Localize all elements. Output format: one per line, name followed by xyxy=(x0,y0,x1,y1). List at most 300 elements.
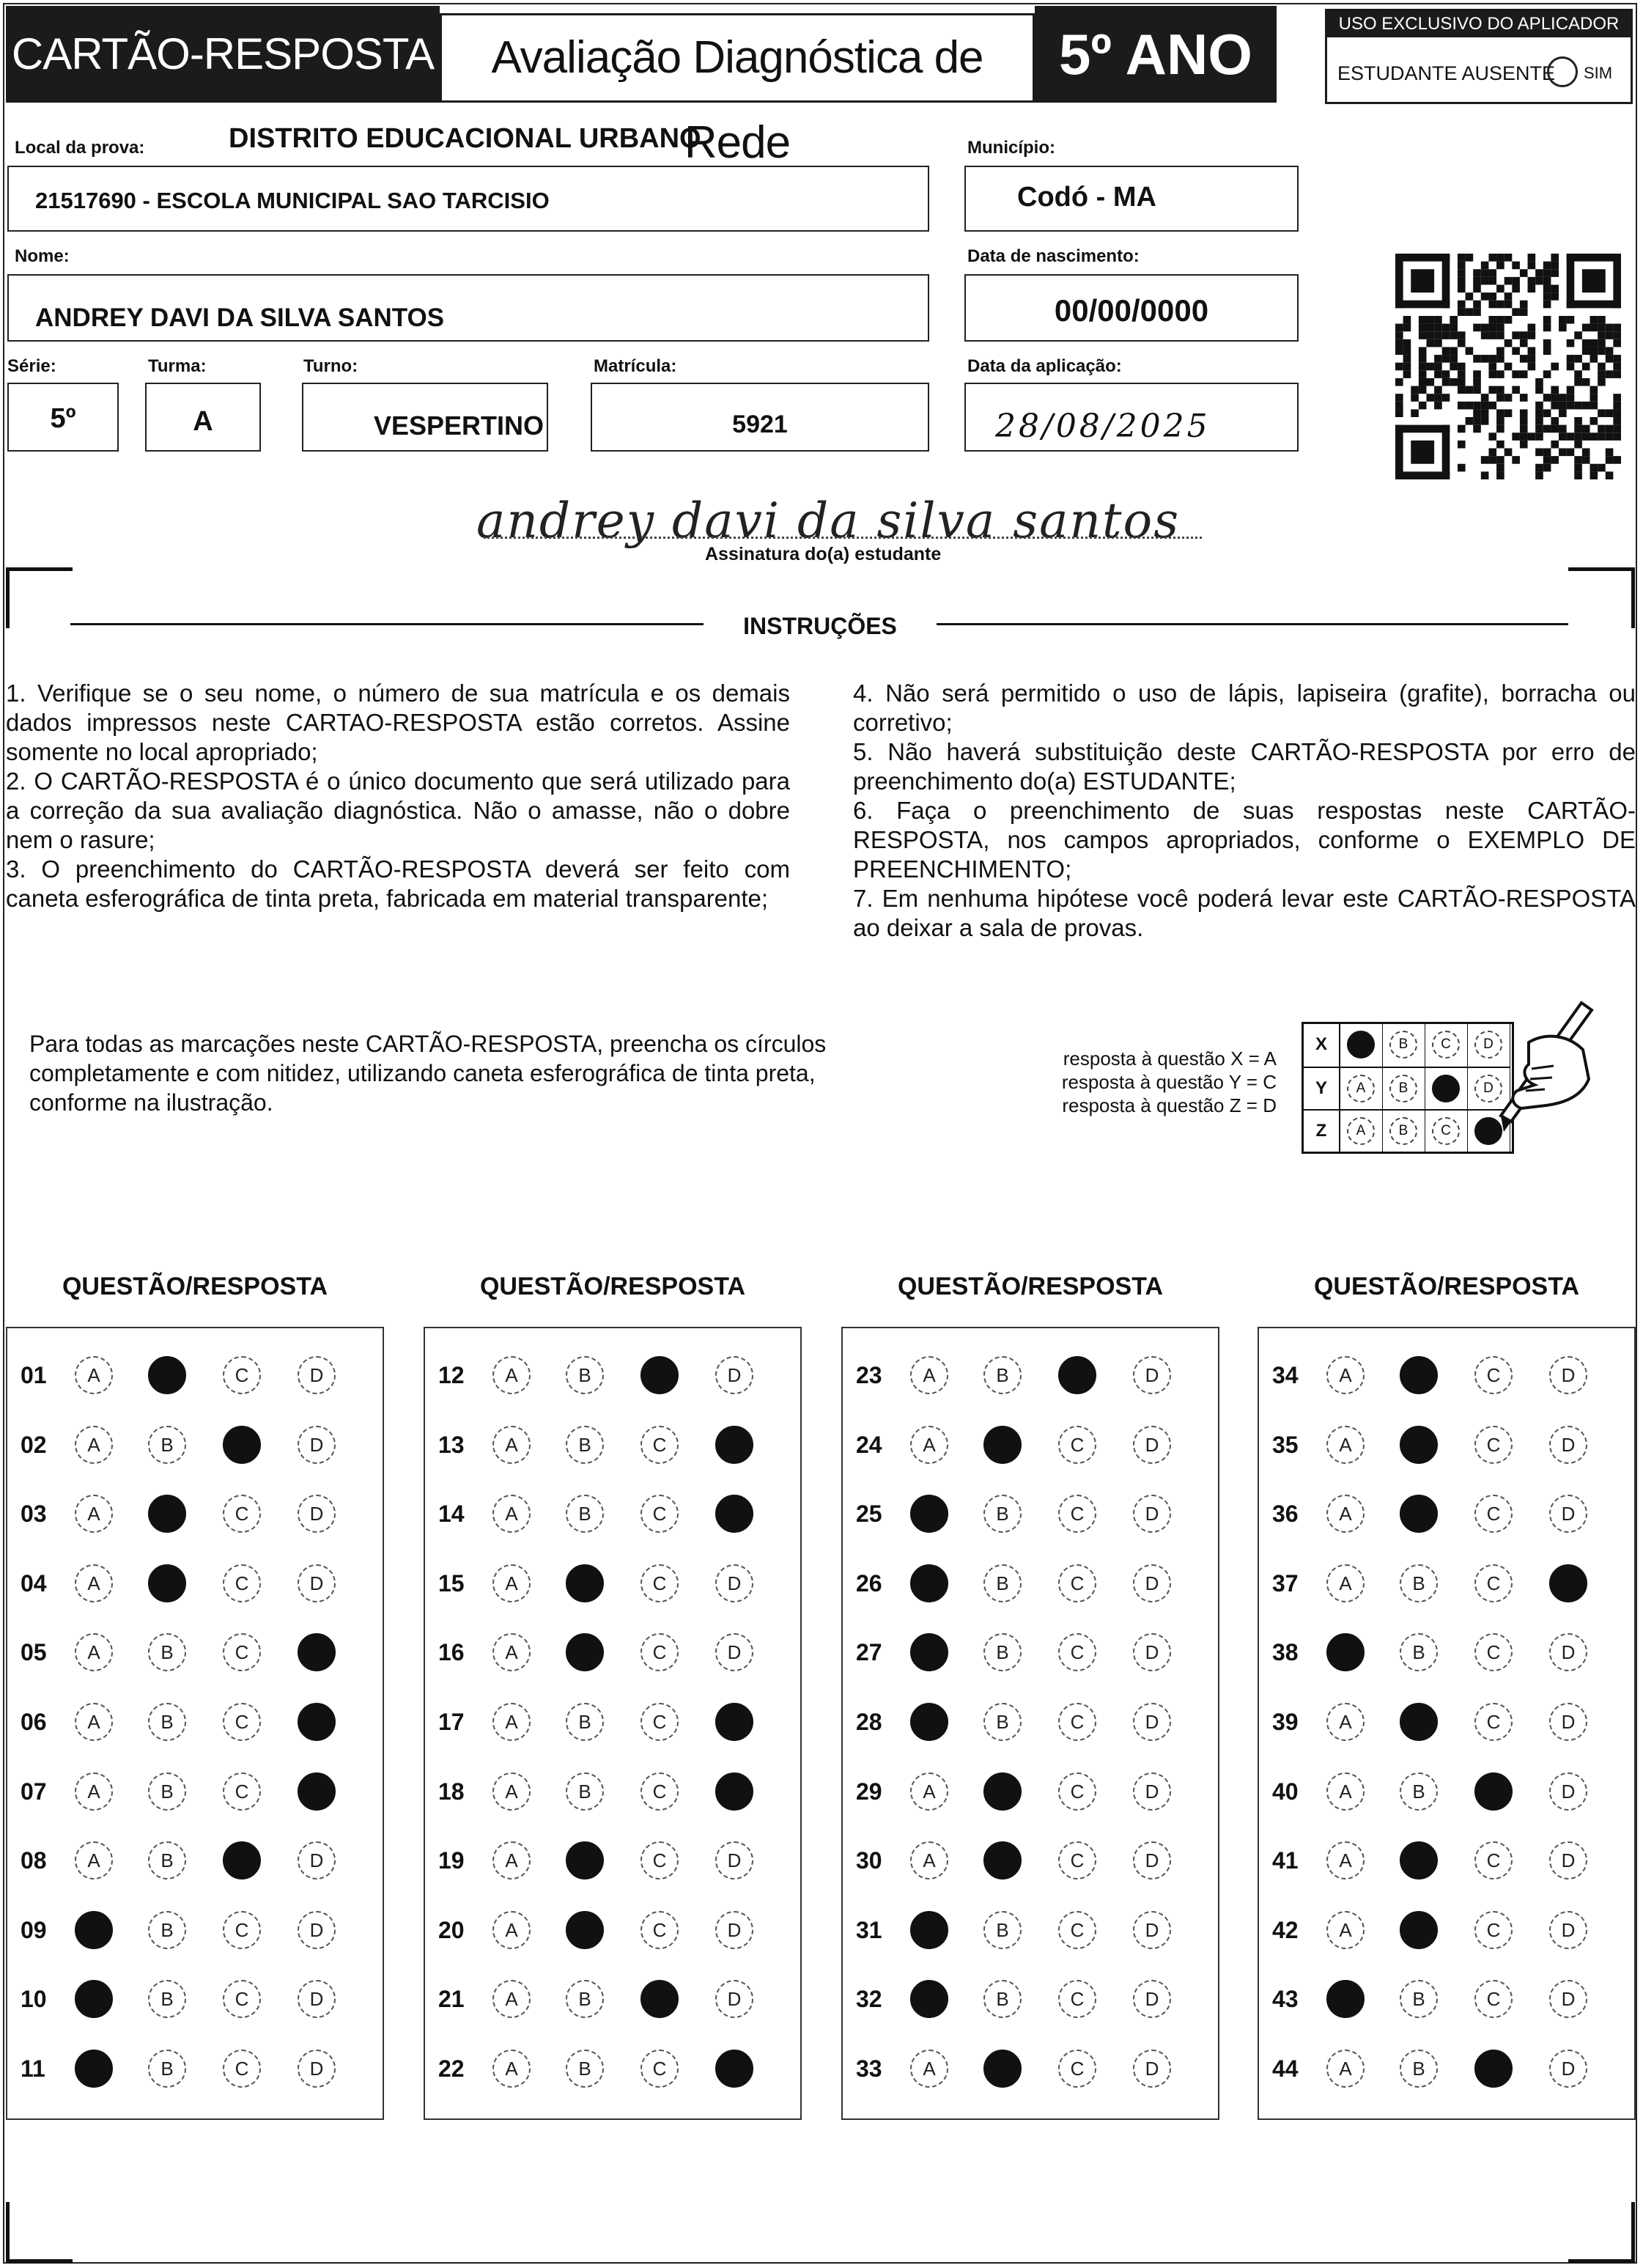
matricula-field xyxy=(591,383,929,452)
answer-bubble-c[interactable]: C xyxy=(1058,1980,1096,2018)
answer-bubble-c[interactable]: C xyxy=(1058,1495,1096,1533)
example-bubble-b: B xyxy=(1389,1117,1417,1145)
absent-checkbox[interactable] xyxy=(1547,56,1578,87)
question-number: 02 xyxy=(21,1432,47,1458)
question-number: 41 xyxy=(1272,1847,1299,1874)
example-bubble-b: B xyxy=(1389,1075,1417,1102)
matricula-value: 5921 xyxy=(732,410,788,438)
answer-bubble-a[interactable]: A xyxy=(1326,1426,1365,1464)
answer-bubble-c[interactable]: C xyxy=(640,1841,679,1879)
serie-field xyxy=(7,383,119,452)
question-number: 13 xyxy=(438,1432,465,1458)
answer-bubble-d[interactable]: D xyxy=(1549,1841,1587,1879)
answer-bubble-a[interactable] xyxy=(75,1911,113,1949)
aplicacao-label: Data da aplicação: xyxy=(967,356,1122,376)
answer-bubble-c[interactable]: C xyxy=(640,1564,679,1602)
answer-bubble-d[interactable] xyxy=(1549,1564,1587,1602)
answer-bubble-c[interactable]: C xyxy=(640,1703,679,1741)
answer-bubble-d[interactable] xyxy=(715,2050,753,2088)
answer-bubble-a[interactable]: A xyxy=(1326,1564,1365,1602)
answer-bubble-c[interactable]: C xyxy=(223,1911,261,1949)
question-number: 39 xyxy=(1272,1709,1299,1735)
answer-bubble-c[interactable]: C xyxy=(223,2050,261,2088)
answer-bubble-b[interactable] xyxy=(148,1495,186,1533)
question-number: 01 xyxy=(21,1362,47,1388)
answer-bubble-a[interactable]: A xyxy=(75,1495,113,1533)
question-number: 43 xyxy=(1272,1986,1299,2012)
answer-bubble-d[interactable]: D xyxy=(1133,1426,1171,1464)
answer-bubble-a[interactable]: A xyxy=(910,1772,948,1811)
answer-bubble-c[interactable] xyxy=(640,1356,679,1394)
answer-bubble-a[interactable]: A xyxy=(1326,1772,1365,1811)
answer-bubble-b[interactable]: B xyxy=(983,1703,1022,1741)
instruction-2: 2. O CARTÃO-RESPOSTA é o único documento que será utilizado para a correção da sua avaliação diagnóstica. Não o amasse, não o dobre nem o rasure; xyxy=(6,767,790,853)
answer-bubble-d[interactable]: D xyxy=(1133,1841,1171,1879)
answer-bubble-a[interactable] xyxy=(910,1495,948,1533)
question-number: 11 xyxy=(21,2055,45,2082)
answer-bubble-a[interactable]: A xyxy=(492,1980,531,2018)
question-number: 18 xyxy=(438,1778,465,1805)
answer-bubble-b[interactable]: B xyxy=(1400,1633,1438,1671)
example-cell xyxy=(1340,1109,1383,1152)
answer-bubble-d[interactable]: D xyxy=(1133,1911,1171,1949)
answer-bubble-c[interactable] xyxy=(223,1426,261,1464)
answer-bubble-b[interactable]: B xyxy=(566,2050,604,2088)
instruction-7: 7. Em nenhuma hipótese você poderá levar este CARTÃO-RESPOSTA ao deixar a sala de provas. xyxy=(853,885,1636,941)
municipio-field xyxy=(964,166,1299,232)
answer-bubble-c[interactable]: C xyxy=(1058,1911,1096,1949)
answer-bubble-b[interactable]: B xyxy=(1400,1564,1438,1602)
question-number: 32 xyxy=(856,1986,882,2012)
answer-bubble-a[interactable]: A xyxy=(75,1772,113,1811)
applicator-title: USO EXCLUSIVO DO APLICADOR xyxy=(1327,11,1631,37)
answer-bubble-d[interactable]: D xyxy=(1549,1772,1587,1811)
question-number: 04 xyxy=(21,1570,47,1597)
corner-mark-top-right xyxy=(1568,567,1635,628)
answer-bubble-a[interactable]: A xyxy=(1326,2050,1365,2088)
column-header: QUESTÃO/RESPOSTA xyxy=(1313,1273,1580,1300)
answer-bubble-b[interactable]: B xyxy=(566,1426,604,1464)
signature-label: Assinatura do(a) estudante xyxy=(705,544,942,564)
answer-bubble-c[interactable]: C xyxy=(223,1980,261,2018)
pen-hand-icon xyxy=(1458,998,1605,1145)
question-number: 12 xyxy=(438,1362,465,1388)
answer-bubble-d[interactable]: D xyxy=(715,1980,753,2018)
answer-bubble-a[interactable]: A xyxy=(1326,1911,1365,1949)
answer-bubble-a[interactable]: A xyxy=(492,1426,531,1464)
answer-bubble-d[interactable]: D xyxy=(298,1426,336,1464)
card-title: CARTÃO-RESPOSTA xyxy=(6,6,440,103)
answer-bubble-b[interactable]: B xyxy=(566,1703,604,1741)
example-legend xyxy=(953,1047,1277,1117)
question-number: 31 xyxy=(856,1917,882,1943)
nome-field xyxy=(7,274,929,342)
example-bubble-d: D xyxy=(1474,1075,1502,1102)
example-legend-z: resposta à questão Z = D xyxy=(1062,1094,1277,1116)
answer-bubble-b[interactable] xyxy=(148,1564,186,1602)
answer-bubble-c[interactable]: C xyxy=(640,1495,679,1533)
answer-bubble-d[interactable]: D xyxy=(1549,2050,1587,2088)
instruction-5: 5. Não haverá substituição deste CARTÃO-RESPOSTA por erro de preenchimento do(a) ESTUDANTE; xyxy=(853,738,1636,795)
answer-bubble-c[interactable]: C xyxy=(1474,1495,1513,1533)
question-number: 03 xyxy=(21,1501,47,1527)
turma-label: Turma: xyxy=(148,356,207,376)
example-bubble-b: B xyxy=(1389,1031,1417,1058)
answer-bubble-d[interactable]: D xyxy=(298,1564,336,1602)
answer-bubble-a[interactable] xyxy=(910,1980,948,2018)
answer-bubble-b[interactable] xyxy=(983,1772,1022,1811)
answer-bubble-c[interactable] xyxy=(1474,2050,1513,2088)
answer-bubble-a[interactable]: A xyxy=(1326,1356,1365,1394)
answer-bubble-c[interactable]: C xyxy=(1058,1772,1096,1811)
question-number: 14 xyxy=(438,1501,465,1527)
answer-bubble-d[interactable]: D xyxy=(1133,1633,1171,1671)
answer-bubble-b[interactable]: B xyxy=(983,1495,1022,1533)
column-header: QUESTÃO/RESPOSTA xyxy=(479,1273,746,1300)
answer-bubble-d[interactable] xyxy=(298,1772,336,1811)
question-number: 20 xyxy=(438,1917,465,1943)
answer-bubble-d[interactable]: D xyxy=(715,1356,753,1394)
evaluation-title: Avaliação Diagnóstica de Rede xyxy=(440,13,1035,103)
column-header: QUESTÃO/RESPOSTA xyxy=(62,1273,328,1300)
answer-bubble-a[interactable] xyxy=(910,1564,948,1602)
answer-bubble-a[interactable]: A xyxy=(492,2050,531,2088)
question-number: 25 xyxy=(856,1501,882,1527)
answer-bubble-a[interactable]: A xyxy=(75,1356,113,1394)
answer-bubble-a[interactable] xyxy=(1326,1980,1365,2018)
column-header: QUESTÃO/RESPOSTA xyxy=(897,1273,1164,1300)
answer-bubble-d[interactable]: D xyxy=(1133,2050,1171,2088)
answer-bubble-c[interactable]: C xyxy=(1058,1633,1096,1671)
answer-bubble-c[interactable]: C xyxy=(1058,1564,1096,1602)
answer-bubble-d[interactable]: D xyxy=(1549,1356,1587,1394)
example-bubble-c xyxy=(1432,1075,1460,1102)
answer-bubble-d[interactable]: D xyxy=(298,1841,336,1879)
applicator-box xyxy=(1325,9,1633,104)
answer-bubble-b[interactable]: B xyxy=(1400,1772,1438,1811)
serie-label: Série: xyxy=(7,356,56,376)
question-number: 15 xyxy=(438,1570,465,1597)
answer-bubble-a[interactable]: A xyxy=(75,1703,113,1741)
answer-bubble-b[interactable]: B xyxy=(566,1772,604,1811)
question-number: 17 xyxy=(438,1709,465,1735)
answer-bubble-b[interactable] xyxy=(983,2050,1022,2088)
answer-bubble-c[interactable] xyxy=(1058,1356,1096,1394)
example-row-label: Y xyxy=(1304,1067,1340,1109)
answer-bubble-b[interactable]: B xyxy=(148,1633,186,1671)
answer-bubble-a[interactable]: A xyxy=(75,1564,113,1602)
question-number: 10 xyxy=(21,1986,47,2012)
instructions-left xyxy=(6,679,790,913)
answer-bubble-c[interactable]: C xyxy=(640,1911,679,1949)
answer-bubble-d[interactable] xyxy=(715,1772,753,1811)
answer-bubble-d[interactable]: D xyxy=(715,1841,753,1879)
answer-bubble-c[interactable]: C xyxy=(1474,1356,1513,1394)
instructions-rule-left xyxy=(70,623,704,625)
answer-bubble-b[interactable]: B xyxy=(148,1703,186,1741)
answer-bubble-d[interactable] xyxy=(298,1633,336,1671)
answer-bubble-b[interactable]: B xyxy=(983,1564,1022,1602)
answer-bubble-c[interactable]: C xyxy=(1058,1703,1096,1741)
absent-label: ESTUDANTE AUSENTE xyxy=(1337,62,1556,84)
answer-bubble-c[interactable]: C xyxy=(223,1772,261,1811)
answer-bubble-b[interactable]: B xyxy=(1400,2050,1438,2088)
nome-label: Nome: xyxy=(15,246,70,266)
answer-bubble-b[interactable]: B xyxy=(148,1426,186,1464)
sim-label: SIM xyxy=(1584,64,1613,82)
answer-bubble-a[interactable]: A xyxy=(75,1841,113,1879)
corner-mark-top-left xyxy=(6,567,73,628)
instruction-1: 1. Verifique se o seu nome, o número de sua matrícula e os demais dados impressos neste CARTAO-RESPOSTA estão corretos. Assine somente no local apropriado; xyxy=(6,680,790,765)
municipio-label: Município: xyxy=(967,138,1055,158)
answer-bubble-b[interactable]: B xyxy=(983,1980,1022,2018)
answer-bubble-d[interactable] xyxy=(715,1426,753,1464)
answer-bubble-a[interactable]: A xyxy=(492,1911,531,1949)
answer-bubble-c[interactable]: C xyxy=(1058,2050,1096,2088)
answer-bubble-a[interactable] xyxy=(1326,1633,1365,1671)
answer-bubble-b[interactable]: B xyxy=(983,1356,1022,1394)
question-number: 24 xyxy=(856,1432,882,1458)
answer-bubble-a[interactable] xyxy=(75,1980,113,2018)
answer-bubble-b[interactable]: B xyxy=(566,1980,604,2018)
example-legend-y: resposta à questão Y = C xyxy=(1061,1071,1277,1093)
answer-bubble-b[interactable] xyxy=(983,1426,1022,1464)
answer-bubble-b[interactable]: B xyxy=(148,2050,186,2088)
answer-bubble-d[interactable]: D xyxy=(298,1980,336,2018)
answer-bubble-d[interactable] xyxy=(298,1703,336,1741)
answer-bubble-a[interactable]: A xyxy=(492,1703,531,1741)
aplicacao-value: 28/08/2025 xyxy=(995,408,1211,445)
answer-bubble-d[interactable]: D xyxy=(1549,1980,1587,2018)
answer-bubble-a[interactable]: A xyxy=(492,1841,531,1879)
example-bubble-c: C xyxy=(1432,1031,1460,1058)
municipio-value: Codó - MA xyxy=(1017,182,1156,213)
nascimento-value: 00/00/0000 xyxy=(1054,293,1209,328)
answer-bubble-b[interactable] xyxy=(566,1911,604,1949)
example-bubble-a: A xyxy=(1347,1117,1375,1145)
answer-bubble-c[interactable]: C xyxy=(1474,1426,1513,1464)
answer-bubble-b[interactable] xyxy=(148,1356,186,1394)
answer-bubble-a[interactable]: A xyxy=(492,1633,531,1671)
answer-bubble-b[interactable] xyxy=(1400,1911,1438,1949)
answer-bubble-d[interactable]: D xyxy=(715,1633,753,1671)
year-badge: 5º ANO xyxy=(1035,6,1277,103)
answer-bubble-a[interactable] xyxy=(910,1911,948,1949)
answer-bubble-b[interactable]: B xyxy=(148,1980,186,2018)
example-row-label: X xyxy=(1304,1024,1340,1067)
answer-bubble-a[interactable]: A xyxy=(1326,1495,1365,1533)
answer-bubble-d[interactable]: D xyxy=(298,1356,336,1394)
question-number: 38 xyxy=(1272,1639,1299,1665)
answer-bubble-c[interactable]: C xyxy=(223,1495,261,1533)
answer-bubble-a[interactable]: A xyxy=(910,1356,948,1394)
question-number: 44 xyxy=(1272,2055,1299,2082)
question-number: 08 xyxy=(21,1847,47,1874)
answer-bubble-c[interactable] xyxy=(223,1841,261,1879)
example-cell xyxy=(1340,1024,1383,1067)
answer-bubble-c[interactable]: C xyxy=(223,1564,261,1602)
turno-field xyxy=(302,383,548,452)
example-cell xyxy=(1383,1024,1425,1067)
answer-bubble-a[interactable]: A xyxy=(492,1772,531,1811)
question-number: 37 xyxy=(1272,1570,1299,1597)
question-number: 42 xyxy=(1272,1917,1299,1943)
nascimento-field xyxy=(964,274,1299,342)
answer-bubble-d[interactable]: D xyxy=(1549,1703,1587,1741)
question-number: 22 xyxy=(438,2055,465,2082)
example-bubble-a xyxy=(1347,1031,1375,1058)
answer-bubble-d[interactable]: D xyxy=(298,2050,336,2088)
question-number: 19 xyxy=(438,1847,465,1874)
example-bubble-c: C xyxy=(1432,1117,1460,1145)
answer-bubble-d[interactable]: D xyxy=(1549,1633,1587,1671)
answer-bubble-b[interactable] xyxy=(983,1841,1022,1879)
answer-bubble-b[interactable] xyxy=(1400,1426,1438,1464)
answer-bubble-d[interactable]: D xyxy=(1133,1703,1171,1741)
instruction-3: 3. O preenchimento do CARTÃO-RESPOSTA deverá ser feito com caneta esferográfica de tinta preta, fabricada em material transparente; xyxy=(6,855,790,912)
answer-bubble-d[interactable]: D xyxy=(1133,1495,1171,1533)
example-legend-x: resposta à questão X = A xyxy=(1063,1048,1277,1069)
instruction-6: 6. Faça o preenchimento de suas respostas neste CARTÃO-RESPOSTA, nos campos apropriados, conforme o EXEMPLO DE PREENCHIMENTO; xyxy=(853,797,1636,883)
answer-bubble-c[interactable]: C xyxy=(223,1356,261,1394)
answer-bubble-b[interactable] xyxy=(566,1841,604,1879)
answer-bubble-a[interactable] xyxy=(910,1633,948,1671)
answer-bubble-c[interactable]: C xyxy=(640,1426,679,1464)
answer-bubble-c[interactable]: C xyxy=(223,1633,261,1671)
example-row-label: Z xyxy=(1304,1109,1340,1152)
school-value: 21517690 - ESCOLA MUNICIPAL SAO TARCISIO xyxy=(35,188,550,213)
answer-bubble-d[interactable]: D xyxy=(1133,1564,1171,1602)
answer-bubble-a[interactable]: A xyxy=(910,2050,948,2088)
answer-bubble-c[interactable]: C xyxy=(1058,1841,1096,1879)
answer-bubble-d[interactable]: D xyxy=(298,1911,336,1949)
answer-bubble-a[interactable]: A xyxy=(75,1633,113,1671)
answer-bubble-d[interactable] xyxy=(715,1703,753,1741)
answer-bubble-a[interactable]: A xyxy=(492,1356,531,1394)
question-number: 26 xyxy=(856,1570,882,1597)
answer-bubble-d[interactable]: D xyxy=(1133,1772,1171,1811)
answer-bubble-a[interactable] xyxy=(75,2050,113,2088)
question-number: 09 xyxy=(21,1917,47,1943)
answer-bubble-c[interactable]: C xyxy=(1474,1633,1513,1671)
answer-bubble-b[interactable] xyxy=(566,1633,604,1671)
answer-bubble-a[interactable]: A xyxy=(910,1426,948,1464)
answer-bubble-b[interactable]: B xyxy=(148,1841,186,1879)
school-field xyxy=(7,166,929,232)
district: DISTRITO EDUCACIONAL URBANO xyxy=(229,123,701,154)
answer-bubble-b[interactable]: B xyxy=(148,1911,186,1949)
answer-bubble-c[interactable]: C xyxy=(223,1703,261,1741)
answer-bubble-b[interactable]: B xyxy=(148,1772,186,1811)
question-number: 06 xyxy=(21,1709,47,1735)
answer-bubble-d[interactable]: D xyxy=(1133,1980,1171,2018)
corner-mark-bottom-right xyxy=(1568,2202,1635,2263)
answer-bubble-d[interactable]: D xyxy=(1549,1911,1587,1949)
question-number: 27 xyxy=(856,1639,882,1665)
answer-bubble-a[interactable]: A xyxy=(910,1841,948,1879)
nascimento-label: Data de nascimento: xyxy=(967,246,1140,266)
answer-bubble-d[interactable]: D xyxy=(298,1495,336,1533)
local-label: Local da prova: xyxy=(15,138,145,158)
question-number: 28 xyxy=(856,1709,882,1735)
question-number: 16 xyxy=(438,1639,465,1665)
answer-bubble-a[interactable]: A xyxy=(1326,1841,1365,1879)
answer-bubble-c[interactable] xyxy=(640,1980,679,2018)
question-number: 29 xyxy=(856,1778,882,1805)
answer-bubble-b[interactable]: B xyxy=(1400,1980,1438,2018)
question-number: 21 xyxy=(438,1986,465,2012)
answer-bubble-a[interactable] xyxy=(910,1703,948,1741)
serie-value: 5º xyxy=(50,403,76,434)
example-text: Para todas as marcações neste CARTÃO-RESPOSTA, preencha os círculos completamente e com nitidez, utilizando caneta esferográfica de tinta preta, conforme na ilustração. xyxy=(29,1031,827,1116)
answer-bubble-c[interactable]: C xyxy=(1474,1911,1513,1949)
question-number: 33 xyxy=(856,2055,882,2082)
instruction-4: 4. Não será permitido o uso de lápis, lapiseira (grafite), borracha ou corretivo; xyxy=(853,680,1636,736)
answer-bubble-c[interactable]: C xyxy=(1474,1564,1513,1602)
answer-bubble-b[interactable] xyxy=(1400,1356,1438,1394)
answer-bubble-c[interactable]: C xyxy=(1474,1703,1513,1741)
answer-bubble-a[interactable]: A xyxy=(492,1564,531,1602)
example-cell xyxy=(1340,1067,1383,1109)
example-bubble-d: D xyxy=(1474,1031,1502,1058)
question-number: 40 xyxy=(1272,1778,1299,1805)
answer-bubble-a[interactable]: A xyxy=(492,1495,531,1533)
answer-bubble-c[interactable]: C xyxy=(640,2050,679,2088)
example-bubble-a: A xyxy=(1347,1075,1375,1102)
answer-bubble-a[interactable]: A xyxy=(1326,1703,1365,1741)
question-number: 34 xyxy=(1272,1362,1299,1388)
answer-bubble-b[interactable] xyxy=(566,1564,604,1602)
question-number: 36 xyxy=(1272,1501,1299,1527)
qr-code-icon xyxy=(1395,254,1621,479)
answer-bubble-d[interactable]: D xyxy=(715,1564,753,1602)
turma-field xyxy=(145,383,261,452)
answer-bubble-b[interactable] xyxy=(1400,1703,1438,1741)
answer-bubble-c[interactable]: C xyxy=(1058,1426,1096,1464)
answer-bubble-b[interactable]: B xyxy=(566,1495,604,1533)
signature-line xyxy=(484,537,1202,539)
instructions-title: INSTRUÇÕES xyxy=(743,613,897,639)
answer-bubble-c[interactable]: C xyxy=(640,1633,679,1671)
answer-bubble-b[interactable] xyxy=(1400,1841,1438,1879)
question-number: 05 xyxy=(21,1639,47,1665)
answer-bubble-b[interactable] xyxy=(1400,1495,1438,1533)
question-number: 07 xyxy=(21,1778,47,1805)
signature: andrey davi da silva santos xyxy=(476,493,1181,549)
corner-mark-bottom-left xyxy=(6,2202,73,2263)
example-cell xyxy=(1383,1109,1425,1152)
answer-bubble-b[interactable]: B xyxy=(566,1356,604,1394)
question-number: 23 xyxy=(856,1362,882,1388)
turma-value: A xyxy=(193,406,213,437)
question-number: 30 xyxy=(856,1847,882,1874)
answer-bubble-d[interactable]: D xyxy=(715,1911,753,1949)
answer-bubble-a[interactable]: A xyxy=(75,1426,113,1464)
answer-bubble-c[interactable] xyxy=(1474,1772,1513,1811)
question-number: 35 xyxy=(1272,1432,1299,1458)
answer-bubble-d[interactable] xyxy=(715,1495,753,1533)
answer-bubble-b[interactable]: B xyxy=(983,1633,1022,1671)
turno-label: Turno: xyxy=(303,356,358,376)
answer-bubble-c[interactable]: C xyxy=(640,1772,679,1811)
answer-bubble-c[interactable]: C xyxy=(1474,1841,1513,1879)
nome-value: ANDREY DAVI DA SILVA SANTOS xyxy=(35,303,445,332)
answer-bubble-b[interactable]: B xyxy=(983,1911,1022,1949)
answer-bubble-d[interactable]: D xyxy=(1133,1356,1171,1394)
answer-bubble-c[interactable]: C xyxy=(1474,1980,1513,2018)
answer-bubble-d[interactable]: D xyxy=(1549,1426,1587,1464)
answer-bubble-d[interactable]: D xyxy=(1549,1495,1587,1533)
